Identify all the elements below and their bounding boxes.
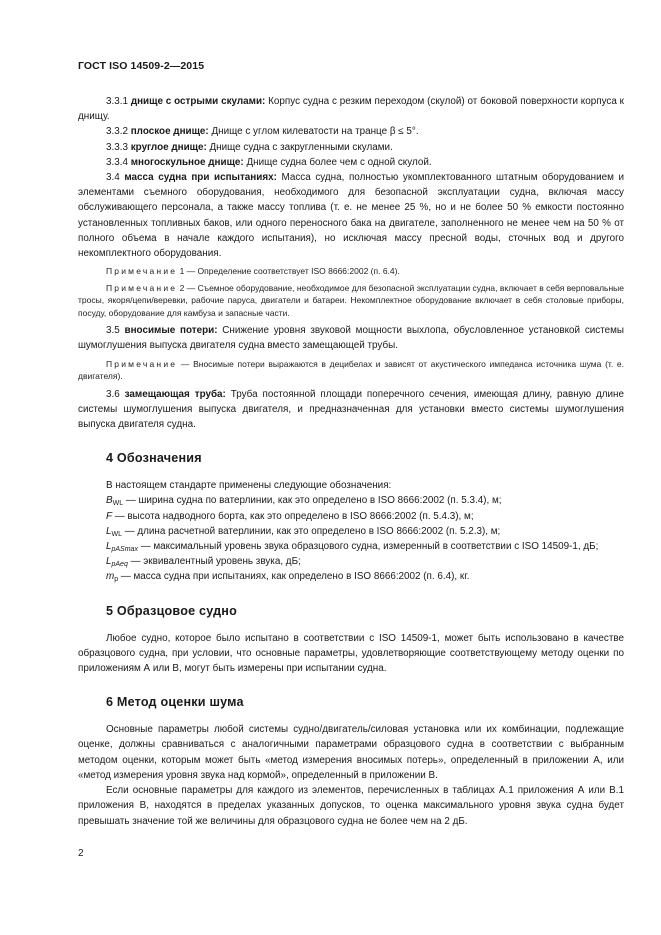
note-text: 1 — Определение соответствует ISO 8666:2002 (п. 6.4).	[177, 266, 400, 277]
section-6-paragraph-1: Основные параметры любой системы судно/двигатель/силовая установка или их комбинации, подлежащие оценке, должны сравниваться с аналогичными параметрами образцового судна в соответствии с выбранным методом оценки, которым может быть «метод измерения вносимых потерь», определенный в приложении А, или «метод измерения уровня звука над кормой», определенный в приложении В.	[78, 724, 624, 781]
symbol-description: — масса судна при испытаниях, как определено в ISO 8666:2002 (п. 6.4), кг.	[118, 571, 470, 583]
symbol-description: — высота надводного борта, как это определено в ISO 8666:2002 (п. 5.4.3), м;	[112, 510, 474, 522]
symbol-description: — эквивалентный уровень звука, дБ;	[127, 556, 301, 568]
symbol-item	[78, 509, 624, 524]
symbol-description: — максимальный уровень звука образцового судна, измеренный в соответствии с ISO 14509-1, дБ;	[137, 541, 599, 553]
note-2	[78, 282, 624, 320]
clause-number: 3.5	[106, 325, 120, 337]
definition-3-6	[78, 387, 624, 433]
definition-3-3-3	[78, 140, 624, 155]
definition-text: Днище с углом килеватости на транце β ≤ 5°.	[208, 126, 419, 138]
symbol-description: — ширина судна по ватерлинии, как это определено в ISO 8666:2002 (п. 5.3.4), м;	[123, 495, 502, 507]
section-6-paragraph-2: Если основные параметры для каждого из элементов, перечисленных в таблицах А.1 приложения А или В.1 приложения В, находятся в пределах указанных допусков, то оценка максимального уровня звука судна будет превышать значение той же величины для образцового судна не более чем на 2 дБ.	[78, 785, 624, 827]
symbol: L	[106, 556, 112, 568]
standard-header: ГОСТ ISO 14509-2—2015	[78, 60, 205, 72]
term: плоское днище:	[130, 126, 209, 138]
symbol: L	[106, 525, 112, 537]
section-4-heading: 4 Обозначения	[106, 451, 202, 466]
term: днище с острыми скулами:	[130, 96, 266, 107]
term: масса судна при испытаниях:	[124, 172, 277, 184]
section-6-heading: 6 Метод оценки шума	[106, 695, 244, 710]
symbol-item	[78, 493, 624, 508]
definition-3-3-1	[78, 94, 624, 124]
note-label: Примечание	[106, 266, 178, 277]
clause-number: 3.6	[106, 388, 120, 400]
term: круглое днище:	[130, 141, 207, 153]
definition-3-5	[78, 323, 624, 353]
section-5-text: Любое судно, которое было испытано в соответствии с ISO 14509-1, может быть использовано в качестве образцового судна, при условии, что основные параметры, удовлетворяющие соответствующему методу оценки по приложениям А или В, могут быть измерены при испытании судна.	[78, 632, 624, 675]
term: замещающая труба:	[124, 388, 226, 400]
note-text: — Вносимые потери выражаются в децибелах и зависят от акустического импеданса источника шума (т. е. двигателя).	[78, 358, 624, 382]
symbol-item	[78, 554, 624, 569]
definition-text: Масса судна, полностью укомплектованного штатным оборудованием и элементами съемного оборудования, необходимого для безопасной эксплуатации судна, включая массу обслуживающего персонала, а также массу топлива (т. е. не менее 25 %, но и не более 50 % емкости постоянно установленных топливных баков, или одного переносного бака на двигателе, заполненного не менее чем на 50 % от полного объема в начале каждого испытания), но исключая массу пресной воды, сточных вод и другого некомплектного оборудования.	[78, 172, 625, 260]
definition-text: Корпус судна с резким переходом (скулой) от боковой поверхности корпуса к днищу.	[78, 96, 624, 123]
section-4-intro: В настоящем стандарте применены следующие обозначения:	[106, 480, 392, 492]
clause-number: 3.3.2	[106, 126, 128, 138]
note-label: Примечание	[106, 282, 178, 293]
symbol: L	[106, 541, 112, 553]
clause-number: 3.3.1	[106, 96, 128, 107]
definition-3-3-2	[78, 124, 624, 139]
symbol-item	[78, 569, 624, 584]
page-number: 2	[78, 848, 84, 859]
note-text: 2 — Съемное оборудование, необходимое для безопасной эксплуатации судна, включает в себя верповальные тросы, якоря/цепи/веревки, рабочие паруса, двигатели и батареи. Некомплектное оборудование включает в себя столовые приборы, посуду, оборудование для камбуза и запасные части.	[78, 282, 624, 318]
definition-3-3-4	[78, 155, 624, 170]
clause-number: 3.4	[106, 172, 120, 184]
term: вносимые потери:	[124, 325, 218, 337]
clause-number: 3.3.3	[106, 141, 128, 153]
symbol-subscript: pAeq	[111, 561, 128, 569]
symbol-subscript: WL	[111, 530, 122, 538]
definition-text: Труба постоянной площади поперечного сечения, имеющая длину, равную длине системы шумоглушения выпуска двигателя, и предназначенная для установки вместо системы шумоглушения выпуска двигателя судна.	[78, 388, 624, 431]
symbol-item	[78, 539, 624, 554]
note-label: Примечание	[106, 358, 178, 369]
definition-text: Снижение уровня звуковой мощности выхлопа, обусловленное установкой системы шумоглушения выпуска двигателя судна вместо замещающей трубы.	[78, 325, 625, 352]
symbol-subscript: p	[114, 576, 119, 584]
symbols-list	[78, 493, 624, 584]
symbol-description: — длина расчетной ватерлинии, как это определено в ISO 8666:2002 (п. 5.2.3), м;	[122, 525, 501, 537]
document-body	[78, 94, 624, 829]
symbol-subscript: pASmax	[111, 546, 138, 554]
definition-3-4	[78, 170, 624, 261]
clause-number: 3.3.4	[106, 156, 128, 168]
symbol: m	[106, 571, 115, 583]
definition-text: Днище судна с закругленными скулами.	[206, 141, 393, 153]
symbol-subscript: WL	[112, 500, 124, 508]
symbol: B	[106, 495, 113, 507]
section-5-heading: 5 Образцовое судно	[106, 603, 237, 618]
note-1	[78, 265, 624, 278]
symbol-item	[78, 524, 624, 539]
term: многоскульное днище:	[130, 156, 244, 168]
definition-text: Днище судна более чем с одной скулой.	[243, 156, 432, 168]
note-3	[78, 358, 624, 383]
symbol: F	[106, 510, 113, 522]
